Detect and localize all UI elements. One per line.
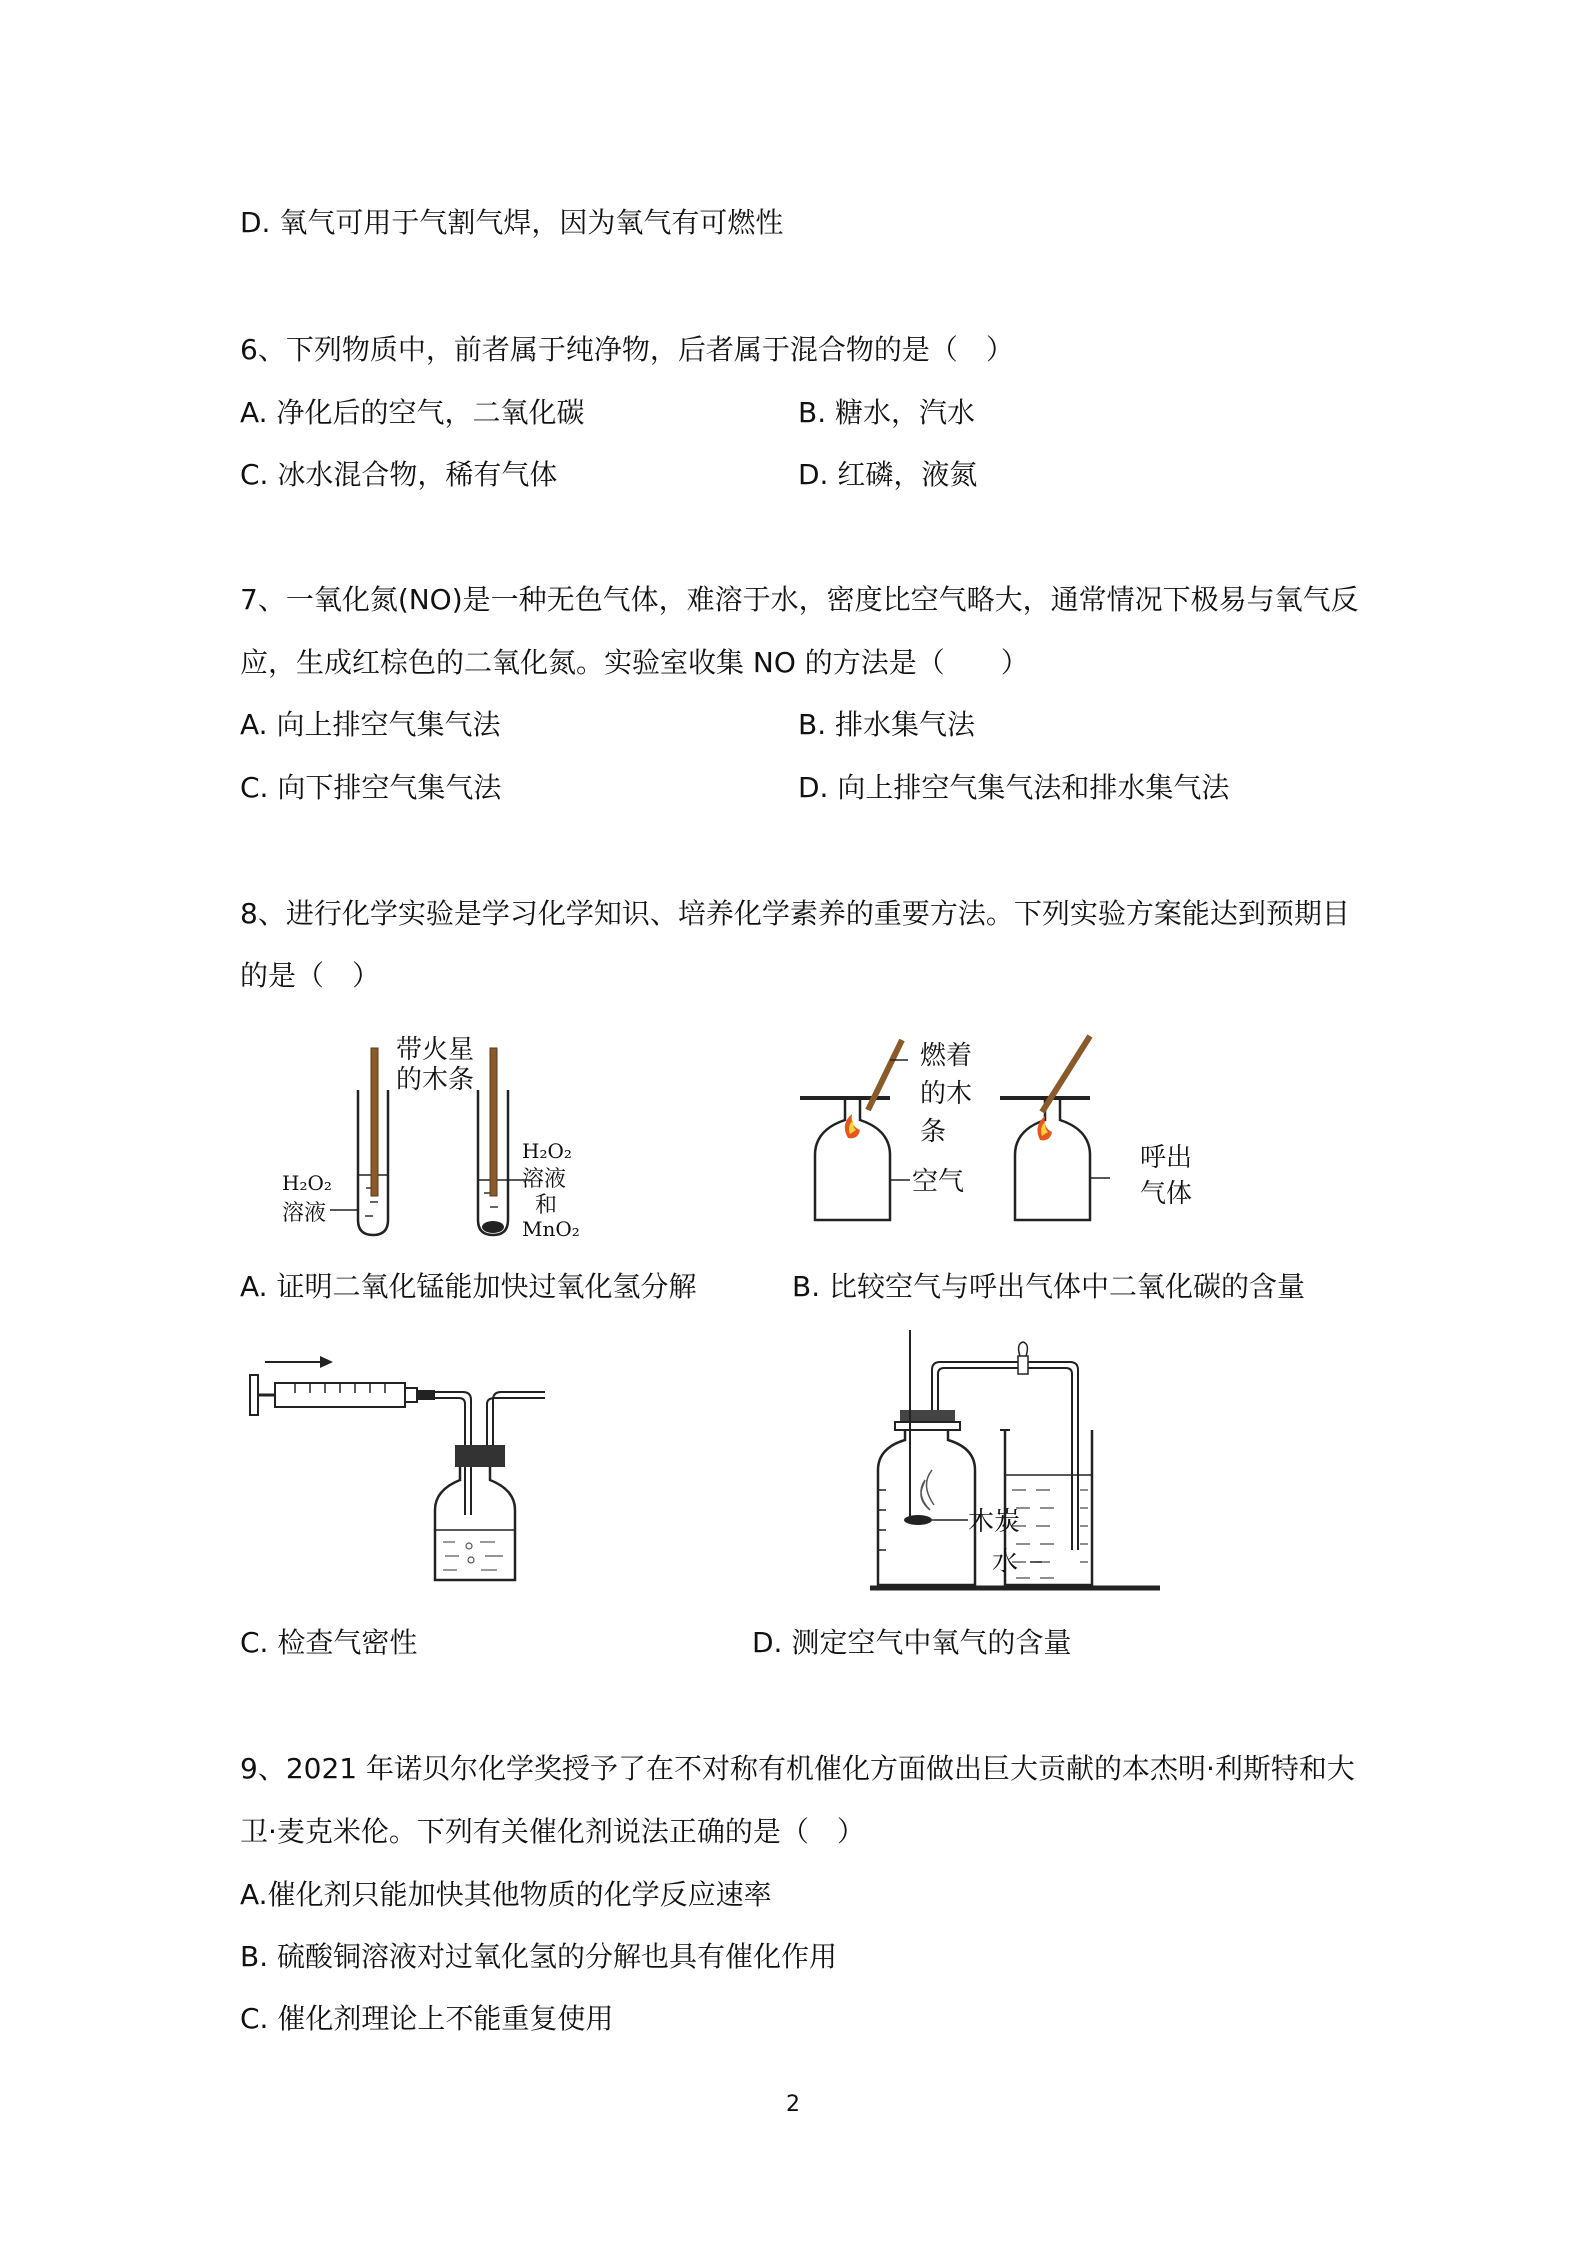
fig-a-left-label-2: 溶液 [282, 1201, 327, 1226]
fig-a-splint-label-1: 带火星 [396, 1035, 475, 1065]
fig-d-charcoal-label: 木炭 [968, 1507, 1021, 1537]
fig-a-right-label-1: H₂O₂ [522, 1139, 572, 1163]
q9-stem-line2: 卫·麦克米伦。下列有关催化剂说法正确的是（ ） [240, 1815, 865, 1848]
q6-option-a: A. 净化后的空气，二氧化碳 [240, 396, 585, 429]
q6-stem: 6、下列物质中，前者属于纯净物，后者属于混合物的是（ ） [240, 333, 1014, 366]
q8-option-a: A. 证明二氧化锰能加快过氧化氢分解 [240, 1270, 697, 1303]
q7-stem-line1: 7、一氧化氮(NO)是一种无色气体，难溶于水，密度比空气略大，通常情况下极易与氧气反 [240, 583, 1359, 616]
q5-option-d: D. 氧气可用于气割气焊，因为氧气有可燃性 [240, 206, 784, 239]
q8-option-b: B. 比较空气与呼出气体中二氧化碳的含量 [792, 1270, 1306, 1303]
q7-option-b: B. 排水集气法 [798, 708, 976, 741]
q9-stem-line1: 9、2021 年诺贝尔化学奖授予了在不对称有机催化方面做出巨大贡献的本杰明·利斯特和大 [240, 1752, 1355, 1785]
page-number: 2 [786, 2092, 800, 2117]
fig-b-burning-label-3: 条 [920, 1117, 947, 1147]
q7-option-d: D. 向上排空气集气法和排水集气法 [798, 771, 1230, 804]
q6-option-b: B. 糖水，汽水 [798, 396, 976, 429]
fig-a-right-label-4: MnO₂ [522, 1217, 580, 1241]
fig-a-right-label-3: 和 [535, 1193, 558, 1218]
q7-option-c: C. 向下排空气集气法 [240, 771, 502, 804]
fig-b-burning-label-2: 的木 [920, 1079, 973, 1109]
q7-stem-line2: 应，生成红棕色的二氧化氮。实验室收集 NO 的方法是（ ） [240, 646, 1029, 679]
fig-b-exhaled-label-1: 呼出 [1140, 1143, 1193, 1173]
figure-a-test-tubes [270, 1030, 600, 1250]
q9-option-c: C. 催化剂理论上不能重复使用 [240, 2002, 614, 2035]
fig-b-burning-label-1: 燃着 [920, 1041, 973, 1071]
q9-option-a: A.催化剂只能加快其他物质的化学反应速率 [240, 1878, 772, 1911]
fig-a-splint-label-2: 的木条 [396, 1065, 475, 1095]
fig-d-water-label: 水 [992, 1547, 1019, 1577]
fig-a-left-label-1: H₂O₂ [282, 1171, 332, 1195]
figure-c-syringe-bottle [245, 1350, 555, 1590]
fig-a-right-label-2: 溶液 [522, 1167, 567, 1192]
q8-option-d: D. 测定空气中氧气的含量 [752, 1626, 1072, 1659]
fig-b-air-label: 空气 [912, 1167, 965, 1197]
q9-option-b: B. 硫酸铜溶液对过氧化氢的分解也具有催化作用 [240, 1940, 838, 1973]
q6-option-c: C. 冰水混合物，稀有气体 [240, 458, 558, 491]
figure-d-oxygen-apparatus [870, 1330, 1170, 1600]
figure-b-gas-bottles [790, 1030, 1250, 1230]
q8-stem-line2: 的是（ ） [240, 959, 381, 992]
q7-option-a: A. 向上排空气集气法 [240, 708, 501, 741]
q8-option-c: C. 检查气密性 [240, 1626, 418, 1659]
fig-b-exhaled-label-2: 气体 [1140, 1179, 1193, 1209]
q6-option-d: D. 红磷，液氮 [798, 458, 978, 491]
q8-stem-line1: 8、进行化学实验是学习化学知识、培养化学素养的重要方法。下列实验方案能达到预期目 [240, 897, 1350, 930]
